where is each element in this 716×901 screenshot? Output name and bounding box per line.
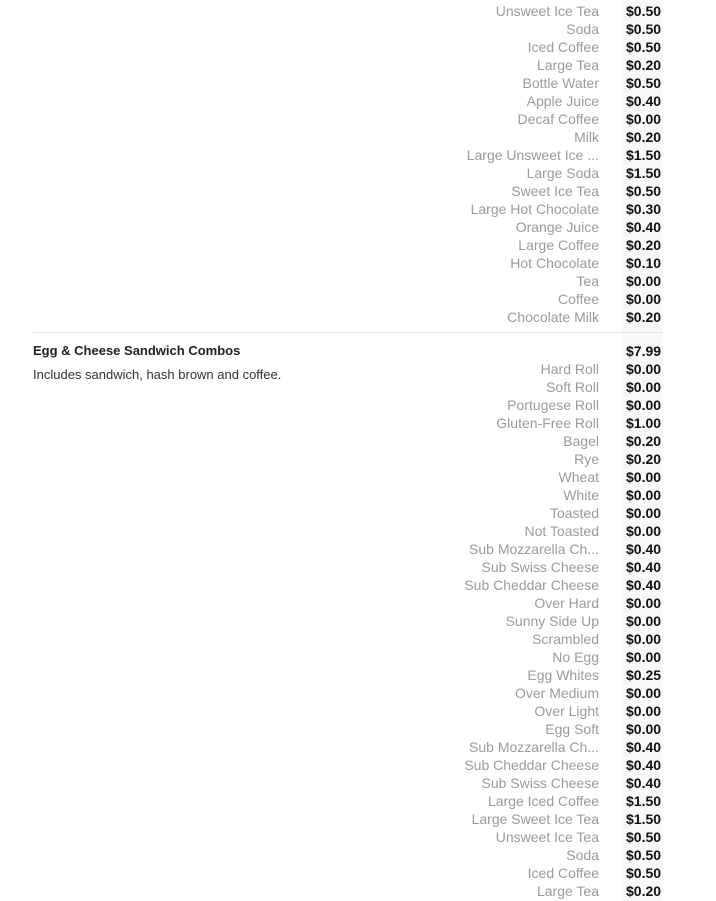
option-label: Soda	[566, 847, 599, 863]
option-price: $0.40	[626, 219, 662, 235]
option-row[interactable]	[0, 828, 716, 846]
option-price: $1.00	[626, 415, 662, 431]
option-label: Sub Swiss Cheese	[481, 775, 599, 791]
option-price: $0.00	[626, 505, 662, 521]
option-label: Soda	[566, 21, 599, 37]
option-row[interactable]	[0, 450, 716, 468]
option-row[interactable]	[0, 38, 716, 56]
option-label: Milk	[574, 129, 599, 145]
item-description: Includes sandwich, hash brown and coffee.	[33, 367, 282, 382]
option-row[interactable]	[0, 594, 716, 612]
option-row[interactable]	[0, 486, 716, 504]
option-price: $0.40	[626, 93, 662, 109]
option-row[interactable]	[0, 56, 716, 74]
option-label: No Egg	[552, 649, 599, 665]
option-label: Scrambled	[532, 631, 599, 647]
option-label: Iced Coffee	[527, 39, 599, 55]
option-row[interactable]	[0, 20, 716, 38]
item-title[interactable]: Egg & Cheese Sandwich Combos	[33, 343, 241, 358]
option-price: $0.00	[626, 613, 662, 629]
option-label: Portugese Roll	[507, 397, 599, 413]
option-row[interactable]	[0, 720, 716, 738]
option-label: Soft Roll	[546, 379, 599, 395]
option-row[interactable]	[0, 396, 716, 414]
option-row[interactable]	[0, 810, 716, 828]
option-label: Unsweet Ice Tea	[495, 829, 599, 845]
option-price: $1.50	[626, 793, 662, 809]
option-row[interactable]	[0, 272, 716, 290]
option-row[interactable]	[0, 630, 716, 648]
option-label: Over Hard	[534, 595, 599, 611]
option-price: $0.40	[626, 541, 662, 557]
option-row[interactable]	[0, 702, 716, 720]
option-price: $0.20	[626, 433, 662, 449]
option-row[interactable]	[0, 92, 716, 110]
option-price: $0.20	[626, 451, 662, 467]
option-label: Apple Juice	[526, 93, 599, 109]
option-label: Large Soda	[526, 165, 599, 181]
option-price: $0.25	[626, 667, 662, 683]
option-price: $1.50	[626, 147, 662, 163]
option-price: $0.10	[626, 255, 662, 271]
option-row[interactable]	[0, 792, 716, 810]
option-row[interactable]	[0, 164, 716, 182]
option-price: $0.50	[626, 39, 662, 55]
option-price: $1.50	[626, 811, 662, 827]
option-label: Sub Mozzarella Ch...	[469, 739, 599, 755]
option-label: Hard Roll	[540, 361, 599, 377]
option-price: $1.50	[626, 165, 662, 181]
option-price: $0.50	[626, 21, 662, 37]
option-price: $0.50	[626, 847, 662, 863]
option-row[interactable]	[0, 468, 716, 486]
option-price: $0.00	[626, 649, 662, 665]
option-price: $0.50	[626, 3, 662, 19]
option-price: $0.50	[626, 829, 662, 845]
option-label: Over Medium	[514, 685, 599, 701]
option-price: $0.20	[626, 237, 662, 253]
option-label: Rye	[574, 451, 599, 467]
option-row[interactable]	[0, 576, 716, 594]
option-row[interactable]	[0, 666, 716, 684]
option-row[interactable]	[0, 414, 716, 432]
option-label: Tea	[576, 273, 599, 289]
option-label: Large Iced Coffee	[487, 793, 599, 809]
option-price: $0.00	[626, 397, 662, 413]
option-price: $0.40	[626, 775, 662, 791]
option-label: Coffee	[558, 291, 599, 307]
option-row[interactable]	[0, 236, 716, 254]
option-row[interactable]	[0, 308, 716, 326]
option-row[interactable]	[0, 774, 716, 792]
option-price: $0.00	[626, 361, 662, 377]
option-row[interactable]	[0, 540, 716, 558]
option-row[interactable]	[0, 522, 716, 540]
option-label: Toasted	[549, 505, 599, 521]
option-row[interactable]	[0, 218, 716, 236]
option-price: $0.00	[626, 685, 662, 701]
option-row[interactable]	[0, 2, 716, 20]
option-row[interactable]	[0, 558, 716, 576]
option-row[interactable]	[0, 864, 716, 882]
option-label: Egg Soft	[545, 721, 599, 737]
item-price: $7.99	[626, 343, 662, 359]
option-label: Decaf Coffee	[517, 111, 599, 127]
option-label: Not Toasted	[524, 523, 599, 539]
option-label: Unsweet Ice Tea	[495, 3, 599, 19]
option-price: $0.00	[626, 523, 662, 539]
option-price: $0.00	[626, 273, 662, 289]
option-price: $0.20	[626, 309, 662, 325]
option-price: $0.00	[626, 703, 662, 719]
option-row[interactable]	[0, 612, 716, 630]
option-label: Sweet Ice Tea	[511, 183, 599, 199]
top-options-list	[0, 2, 716, 326]
option-label: Bagel	[563, 433, 599, 449]
option-price: $0.00	[626, 379, 662, 395]
option-label: White	[563, 487, 599, 503]
option-label: Large Tea	[536, 57, 599, 73]
option-row[interactable]	[0, 504, 716, 522]
option-row[interactable]	[0, 360, 716, 378]
option-price: $0.00	[626, 291, 662, 307]
egg-cheese-options-list	[0, 360, 716, 900]
option-label: Over Light	[534, 703, 599, 719]
option-label: Large Coffee	[518, 237, 599, 253]
option-label: Sub Mozzarella Ch...	[469, 541, 599, 557]
option-price: $0.00	[626, 111, 662, 127]
option-label: Sunny Side Up	[505, 613, 599, 629]
option-label: Chocolate Milk	[507, 309, 599, 325]
option-label: Wheat	[558, 469, 599, 485]
option-label: Egg Whites	[527, 667, 599, 683]
option-row[interactable]	[0, 756, 716, 774]
option-price: $0.40	[626, 757, 662, 773]
option-price: $0.00	[626, 721, 662, 737]
option-price: $0.40	[626, 559, 662, 575]
option-price: $0.40	[626, 739, 662, 755]
option-row[interactable]	[0, 684, 716, 702]
option-label: Orange Juice	[515, 219, 599, 235]
option-row[interactable]	[0, 290, 716, 308]
option-price: $0.50	[626, 183, 662, 199]
option-row[interactable]	[0, 882, 716, 900]
option-price: $0.20	[626, 57, 662, 73]
option-label: Hot Chocolate	[510, 255, 599, 271]
option-label: Sub Cheddar Cheese	[464, 577, 599, 593]
option-row[interactable]	[0, 378, 716, 396]
option-label: Large Tea	[536, 883, 599, 899]
option-price: $0.50	[626, 75, 662, 91]
option-price: $0.00	[626, 469, 662, 485]
option-label: Iced Coffee	[527, 865, 599, 881]
option-price: $0.00	[626, 487, 662, 503]
option-label: Sub Swiss Cheese	[481, 559, 599, 575]
option-row[interactable]	[0, 432, 716, 450]
option-price: $0.00	[626, 595, 662, 611]
option-row[interactable]	[0, 128, 716, 146]
option-label: Large Sweet Ice Tea	[471, 811, 599, 827]
option-price: $0.20	[626, 883, 662, 899]
option-row[interactable]	[0, 738, 716, 756]
option-row[interactable]	[0, 146, 716, 164]
option-label: Gluten-Free Roll	[496, 415, 599, 431]
option-label: Large Unsweet Ice ...	[466, 147, 599, 163]
option-row[interactable]	[0, 254, 716, 272]
option-price: $0.20	[626, 129, 662, 145]
option-row[interactable]	[0, 200, 716, 218]
option-row[interactable]	[0, 182, 716, 200]
option-price: $0.30	[626, 201, 662, 217]
option-row[interactable]	[0, 648, 716, 666]
option-label: Sub Cheddar Cheese	[464, 757, 599, 773]
section-divider	[33, 332, 663, 333]
option-label: Bottle Water	[522, 75, 599, 91]
option-row[interactable]	[0, 846, 716, 864]
option-row[interactable]	[0, 74, 716, 92]
option-price: $0.00	[626, 631, 662, 647]
option-price: $0.50	[626, 865, 662, 881]
option-label: Large Hot Chocolate	[470, 201, 599, 217]
option-row[interactable]	[0, 110, 716, 128]
option-price: $0.40	[626, 577, 662, 593]
